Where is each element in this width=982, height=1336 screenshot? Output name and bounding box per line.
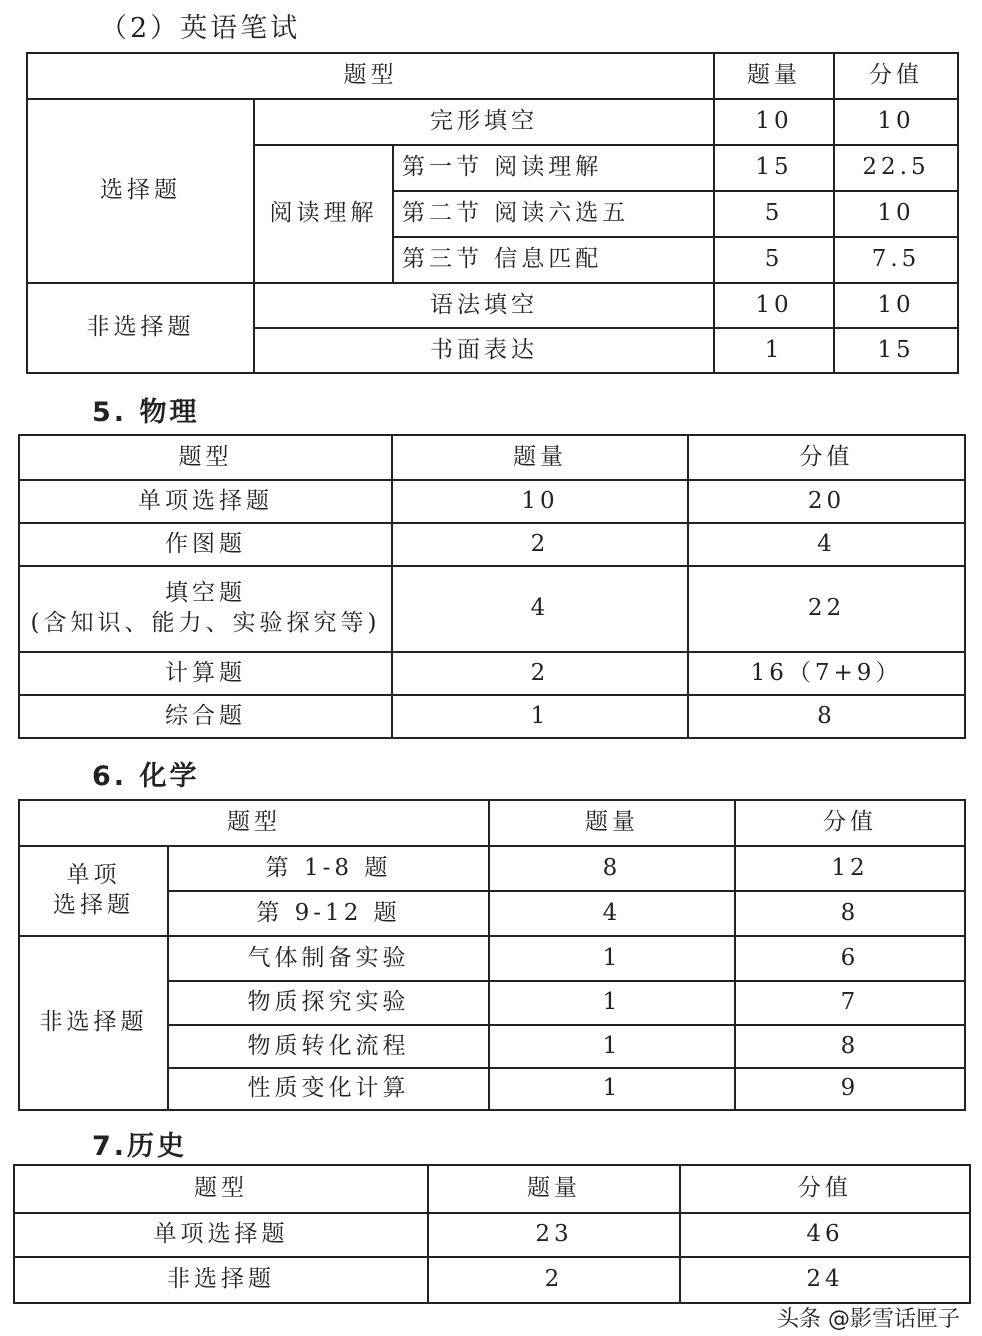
table-cell: 5 xyxy=(714,191,834,237)
table-cell: 22.5 xyxy=(834,145,958,191)
table-cell: 20 xyxy=(688,480,965,523)
table-cell: 15 xyxy=(714,145,834,191)
table-cell: 4 xyxy=(392,566,688,652)
table-cell: 综合题 xyxy=(19,695,392,738)
table-row xyxy=(27,283,958,328)
table-cell: 1 xyxy=(489,981,735,1025)
table-cell: 2 xyxy=(392,652,688,695)
table-cell: 10 xyxy=(714,99,834,145)
table-cell: 第 1-8 题 xyxy=(168,846,489,891)
header-cell: 题型 xyxy=(27,53,714,99)
table-cell: 第 9-12 题 xyxy=(168,891,489,936)
table-cell: 23 xyxy=(428,1213,680,1257)
header-cell: 分值 xyxy=(688,435,965,480)
table-cell: 非选择题 xyxy=(27,283,254,373)
header-cell: 题型 xyxy=(14,1165,428,1213)
watermark: 头条 @影雪话匣子 xyxy=(777,1307,960,1332)
table-cell: 24 xyxy=(680,1257,970,1303)
table-row xyxy=(27,99,958,145)
chemistry-table xyxy=(18,799,966,1111)
table-cell: 4 xyxy=(688,523,965,566)
header-cell: 分值 xyxy=(680,1165,970,1213)
table-cell: 语法填空 xyxy=(254,283,714,328)
table-row xyxy=(19,566,965,652)
table-cell: 7 xyxy=(735,981,965,1025)
table-cell: 单项选择题 xyxy=(19,480,392,523)
english-table xyxy=(26,52,959,374)
header-cell: 分值 xyxy=(735,800,965,846)
table-cell: 非选择题 xyxy=(19,936,168,1110)
table-cell: 单项 选择题 xyxy=(19,846,168,936)
table-cell: 4 xyxy=(489,891,735,936)
table-cell: 填空题 (含知识、能力、实验探究等) xyxy=(19,566,392,652)
table-row xyxy=(19,480,965,523)
table-cell: 气体制备实验 xyxy=(168,936,489,981)
table-row xyxy=(14,1257,970,1303)
table-cell: 阅读理解 xyxy=(254,145,393,283)
header-cell: 分值 xyxy=(834,53,958,99)
table-cell: 8 xyxy=(735,891,965,936)
table-cell: 1 xyxy=(489,936,735,981)
table-cell: 1 xyxy=(489,1068,735,1110)
section-title-physics: 5. 物理 xyxy=(92,397,200,428)
header-cell: 题量 xyxy=(392,435,688,480)
table-cell: 作图题 xyxy=(19,523,392,566)
table-cell: 1 xyxy=(489,1025,735,1068)
table-cell: 15 xyxy=(834,328,958,373)
table-row xyxy=(19,695,965,738)
table-cell: 书面表达 xyxy=(254,328,714,373)
table-cell: 22 xyxy=(688,566,965,652)
table-row xyxy=(19,652,965,695)
table-cell: 12 xyxy=(735,846,965,891)
table-cell: 选择题 xyxy=(27,99,254,283)
table-cell: 10 xyxy=(834,99,958,145)
table-cell: 10 xyxy=(392,480,688,523)
table-cell: 10 xyxy=(714,283,834,328)
table-cell: 物质探究实验 xyxy=(168,981,489,1025)
table-cell: 2 xyxy=(392,523,688,566)
table-cell: 第一节 阅读理解 xyxy=(393,145,714,191)
physics-table xyxy=(18,434,966,739)
history-table xyxy=(13,1164,971,1304)
table-cell: 单项选择题 xyxy=(14,1213,428,1257)
table-cell: 10 xyxy=(834,283,958,328)
table-header-row xyxy=(19,435,965,480)
header-cell: 题量 xyxy=(714,53,834,99)
table-row xyxy=(19,846,965,891)
table-header-row xyxy=(27,53,958,99)
table-cell: 16（7+9） xyxy=(688,652,965,695)
table-cell: 10 xyxy=(834,191,958,237)
table-cell: 1 xyxy=(392,695,688,738)
table-cell: 第二节 阅读六选五 xyxy=(393,191,714,237)
section-title-english: （2）英语笔试 xyxy=(100,13,301,44)
table-cell: 计算题 xyxy=(19,652,392,695)
table-row xyxy=(14,1213,970,1257)
table-cell: 完形填空 xyxy=(254,99,714,145)
table-cell: 8 xyxy=(735,1025,965,1068)
table-cell: 2 xyxy=(428,1257,680,1303)
table-cell: 7.5 xyxy=(834,237,958,283)
table-row xyxy=(19,936,965,981)
table-cell: 8 xyxy=(489,846,735,891)
table-cell: 5 xyxy=(714,237,834,283)
table-cell: 物质转化流程 xyxy=(168,1025,489,1068)
header-cell: 题量 xyxy=(428,1165,680,1213)
header-cell: 题型 xyxy=(19,435,392,480)
table-cell: 性质变化计算 xyxy=(168,1068,489,1110)
table-cell: 6 xyxy=(735,936,965,981)
table-cell: 9 xyxy=(735,1068,965,1110)
table-cell: 非选择题 xyxy=(14,1257,428,1303)
table-header-row xyxy=(19,800,965,846)
table-cell: 46 xyxy=(680,1213,970,1257)
section-title-history: 7.历史 xyxy=(92,1131,188,1162)
table-row xyxy=(19,523,965,566)
section-title-chemistry: 6. 化学 xyxy=(92,761,200,792)
table-header-row xyxy=(14,1165,970,1213)
header-cell: 题型 xyxy=(19,800,489,846)
table-cell: 第三节 信息匹配 xyxy=(393,237,714,283)
table-cell: 1 xyxy=(714,328,834,373)
header-cell: 题量 xyxy=(489,800,735,846)
table-cell: 8 xyxy=(688,695,965,738)
